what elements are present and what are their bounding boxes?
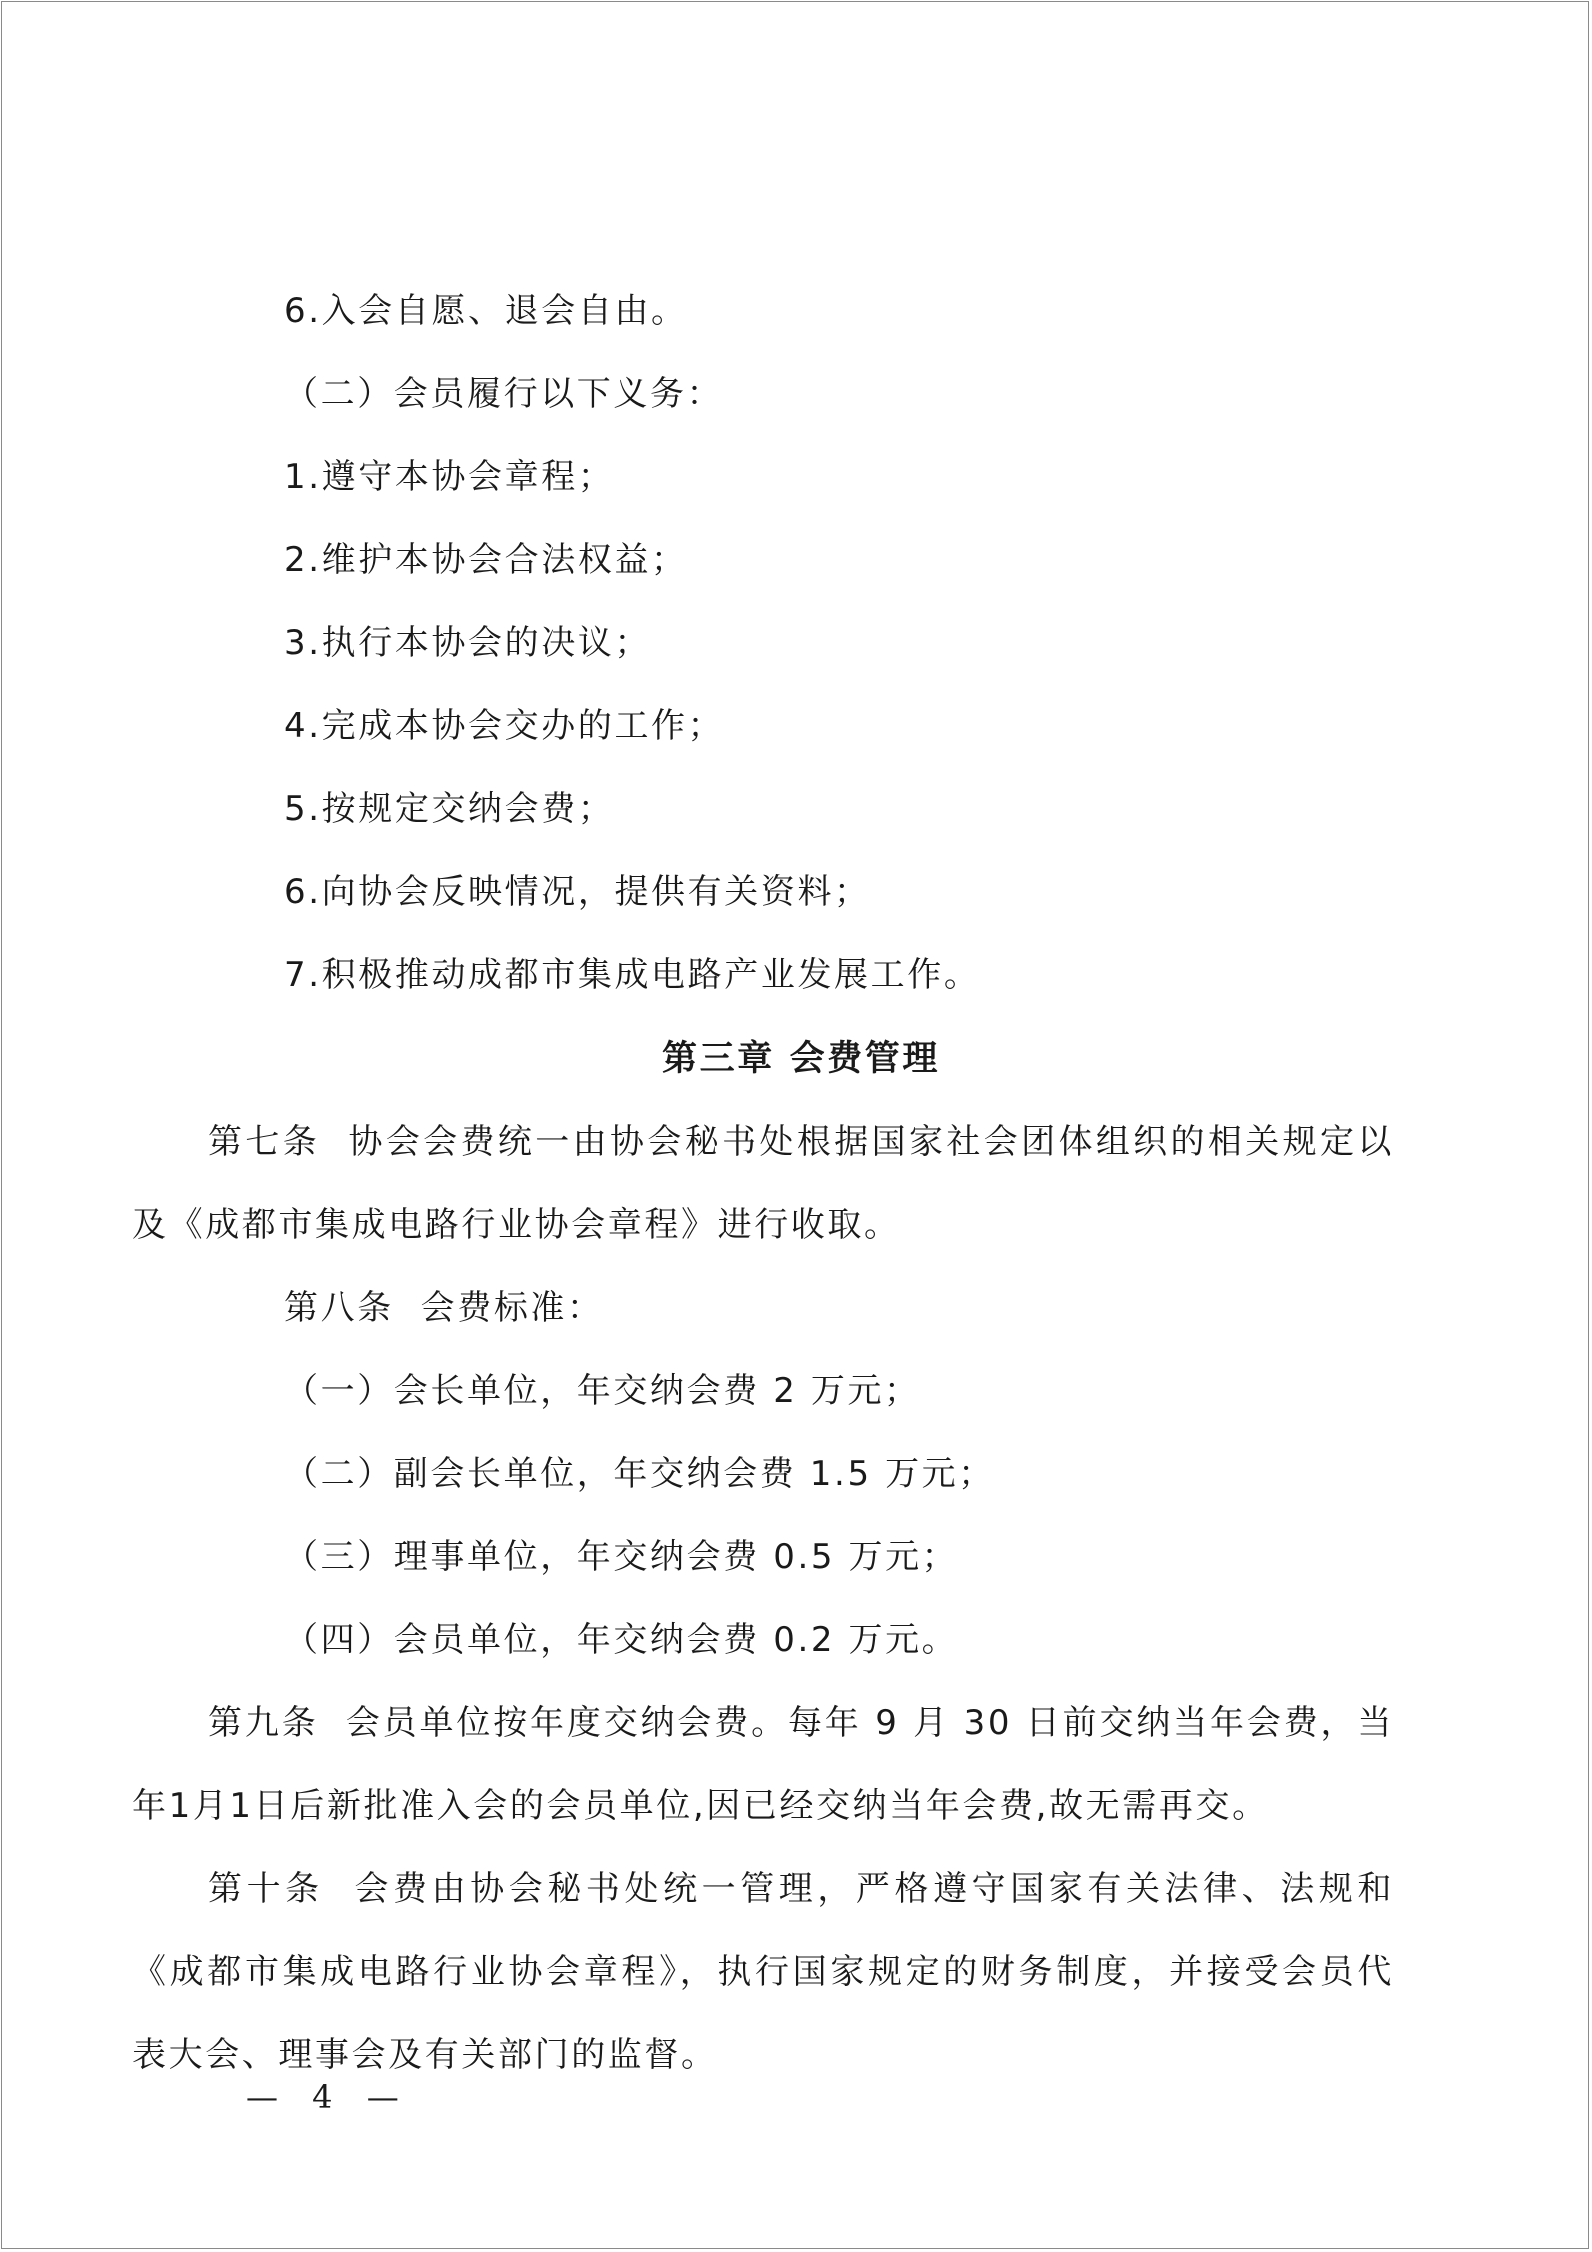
- fee-item-1: （一）会长单位，年交纳会费 2 万元；: [284, 1371, 921, 1411]
- article-8: 第八条 会费标准：: [284, 1288, 604, 1328]
- page-number: — 4 —: [246, 2078, 411, 2116]
- obligation-item-6: 6.向协会反映情况，提供有关资料；: [284, 872, 871, 912]
- article-10: 第十条 会费由协会秘书处统一管理，严格遵守国家有关法律、法规和《成都市集成电路行业协会章程》，执行国家规定的财务制度，并接受会员代表大会、理事会及有关部门的监督。: [132, 1869, 1394, 2075]
- obligation-item-2: 2.维护本协会合法权益；: [284, 540, 688, 580]
- fee-item-3: （三）理事单位，年交纳会费 0.5 万元；: [284, 1537, 959, 1577]
- obligation-item-3: 3.执行本协会的决议；: [284, 623, 652, 663]
- obligation-item-5: 5.按规定交纳会费；: [284, 789, 615, 829]
- article-9: 第九条 会员单位按年度交纳会费。每年 9 月 30 日前交纳当年会费，当年1月1日后新批准入会的会员单位,因已经交纳当年会费,故无需再交。: [132, 1703, 1394, 1826]
- article-7: 第七条 协会会费统一由协会秘书处根据国家社会团体组织的相关规定以及《成都市集成电路行业协会章程》进行收取。: [132, 1122, 1394, 1245]
- obligation-item-7: 7.积极推动成都市集成电路产业发展工作。: [284, 955, 981, 995]
- fee-item-2: （二）副会长单位，年交纳会费 1.5 万元；: [284, 1454, 995, 1494]
- chapter-title: 第三章 会费管理: [662, 1039, 940, 1079]
- document-body: [132, 270, 1394, 2097]
- obligation-item-4: 4.完成本协会交办的工作；: [284, 706, 725, 746]
- list-item-admission-voluntary: 6.入会自愿、退会自由。: [284, 291, 688, 331]
- fee-item-4: （四）会员单位，年交纳会费 0.2 万元。: [284, 1620, 959, 1660]
- obligations-heading: （二）会员履行以下义务：: [284, 374, 724, 414]
- obligation-item-1: 1.遵守本协会章程；: [284, 457, 615, 497]
